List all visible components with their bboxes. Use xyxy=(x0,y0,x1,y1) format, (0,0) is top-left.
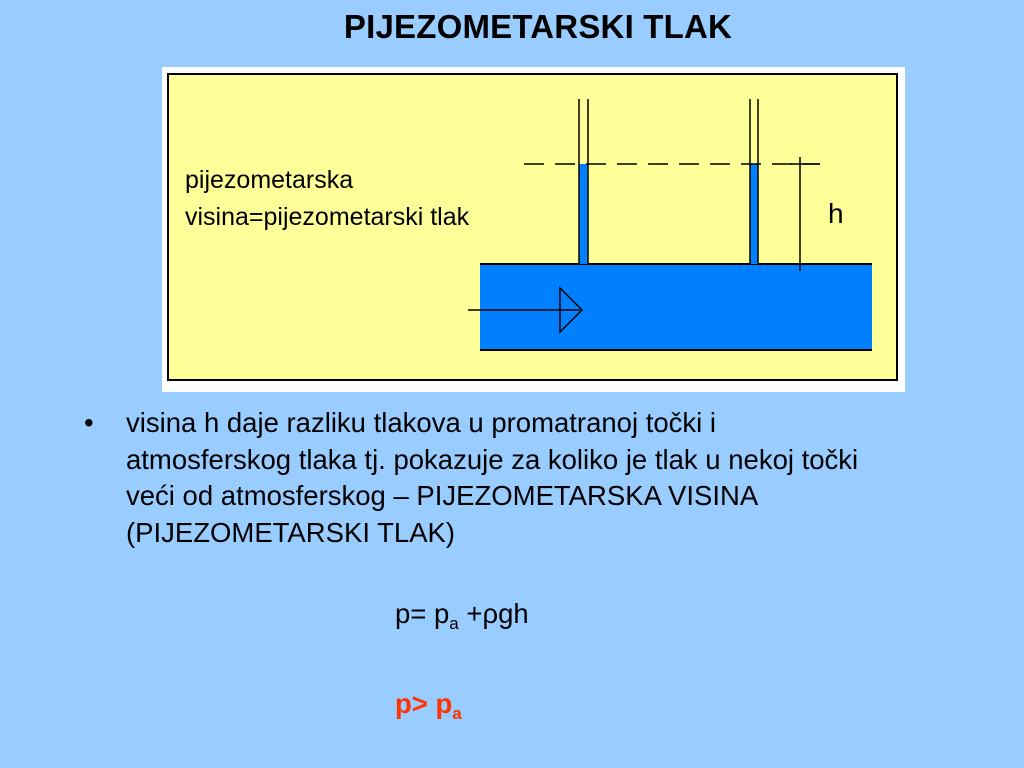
height-label: h xyxy=(828,198,844,229)
inequality-lhs: p> p xyxy=(395,688,453,719)
bullet-marker: • xyxy=(84,407,94,438)
formula-lhs: p= p xyxy=(395,598,450,629)
slide-title: PIJEZOMETARSKI TLAK xyxy=(343,8,733,45)
formula-rhs: +ρgh xyxy=(458,598,529,629)
left-tube-water xyxy=(579,164,588,264)
piezometer-diagram-svg xyxy=(162,67,905,392)
right-tube-water xyxy=(750,164,758,264)
piezometer-diagram xyxy=(162,67,905,392)
pressure-formula xyxy=(395,598,529,634)
formula-subscript: a xyxy=(449,614,459,633)
bullet-text: visina h daje razliku tlakova u promatranoj točki i atmosferskog tlaka tj. pokazuje za koliko je tlak u nekoj točki veći od atmosferskog – PIJEZOMETARSKA VISINA (PIJEZOMETARSKI TLAK) xyxy=(126,407,859,548)
inequality-subscript: a xyxy=(452,704,462,723)
pressure-inequality xyxy=(395,688,462,724)
water-pipe xyxy=(480,264,872,350)
diagram-label-line2: visina=pijezometarski tlak xyxy=(185,203,470,231)
diagram-label-line1: pijezometarska xyxy=(185,166,354,194)
